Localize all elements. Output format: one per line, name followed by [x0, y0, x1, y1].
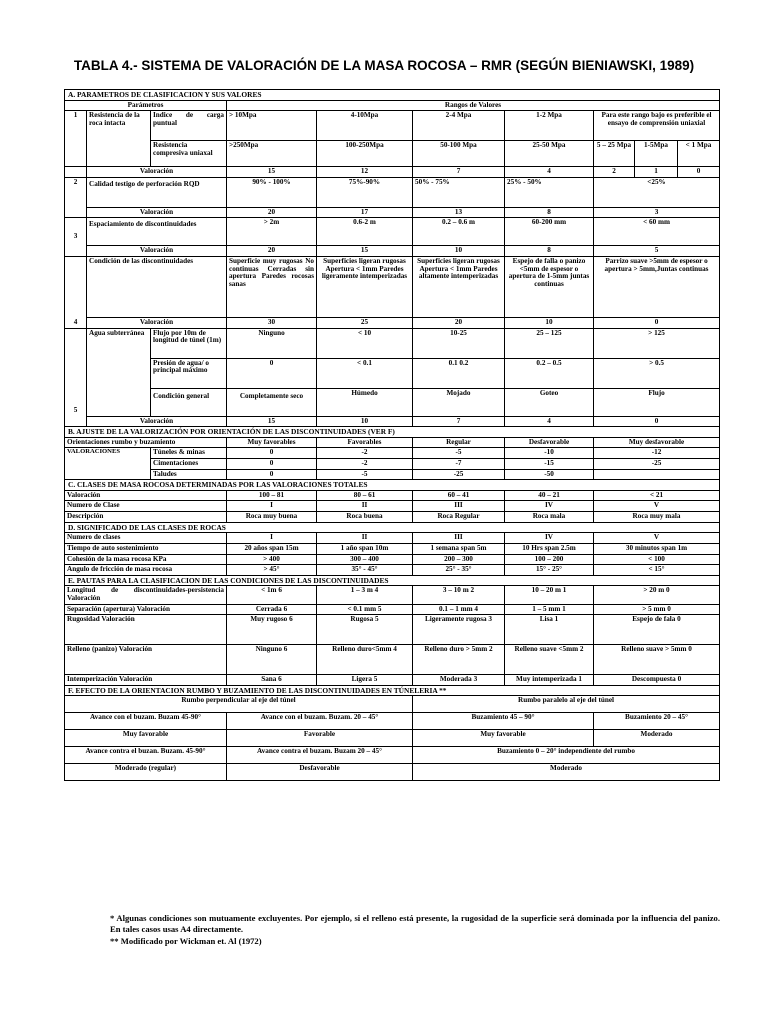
cell: 90% - 100%: [227, 177, 317, 207]
cell: 300 – 400: [317, 554, 413, 565]
cell: 60 – 41: [413, 490, 505, 501]
cell: 1-2 Mpa: [505, 111, 594, 141]
cell: Roca buena: [317, 512, 413, 523]
row-label: Orientaciones rumbo y buzamiento: [65, 437, 227, 448]
cell: 100-250Mpa: [317, 141, 413, 167]
cell: 0: [594, 318, 720, 329]
cell: 8: [505, 246, 594, 257]
valoracion-label: Valoración: [87, 167, 227, 178]
cell: 8: [505, 207, 594, 218]
section-b-header: B. AJUSTE DE LA VALORIZACIÓN POR ORIENTACIÓN DE LAS DISCONTINUIDADES (VER F): [65, 427, 720, 438]
cell: -12: [594, 448, 720, 459]
cell: Muy desfavorable: [594, 437, 720, 448]
param-sub: Condición general: [151, 388, 227, 416]
col-parametros: Parámetros: [65, 100, 227, 111]
cell: 7: [413, 167, 505, 178]
cell: 100 – 81: [227, 490, 317, 501]
cell: 1: [635, 167, 678, 178]
cell: 10: [413, 246, 505, 257]
valoracion-label: Valoración: [87, 318, 227, 329]
cell: 50% - 75%: [413, 177, 505, 207]
cell: 0: [594, 416, 720, 427]
footnotes: [110, 913, 720, 947]
cell: -7: [413, 459, 505, 470]
param-sub: Indice de carga puntual: [151, 111, 227, 141]
cell: -15: [505, 459, 594, 470]
cell: 1-5Mpa: [635, 141, 678, 167]
cell: 5: [594, 246, 720, 257]
cell: 4: [505, 167, 594, 178]
cell: < 60 mm: [594, 218, 720, 246]
cell: Favorables: [317, 437, 413, 448]
cell: 10: [505, 318, 594, 329]
cell: 7: [413, 416, 505, 427]
cell: Roca mala: [505, 512, 594, 523]
cell: > 0.5: [594, 358, 720, 388]
cell: -2: [317, 459, 413, 470]
row-label: Cohesión de la masa rocosa KPa: [65, 554, 227, 565]
cell: Superficies ligeran rugosas Apertura < 1mm Paredes ligeramente intemperizadas: [317, 257, 413, 318]
cell: V: [594, 533, 720, 544]
cell: 25° - 35°: [413, 565, 505, 576]
cell: 40 – 21: [505, 490, 594, 501]
cell: [594, 469, 720, 480]
cell: Lisa 1: [505, 615, 594, 645]
param-num: 3: [65, 218, 87, 257]
cell: Cerrada 6: [227, 604, 317, 615]
cell: Parrizo suave >5mm de espesor o apertura > 5mm,Juntas continuas: [594, 257, 720, 318]
cell: < 15°: [594, 565, 720, 576]
cell: Moderado: [413, 764, 720, 781]
valoracion-label: Valoración: [87, 416, 227, 427]
cell: 60-200 mm: [505, 218, 594, 246]
document-title: TABLA 4.- SISTEMA DE VALORACIÓN DE LA MASA ROCOSA – RMR (SEGÚN BIENIAWSKI, 1989): [73, 58, 695, 73]
cell: Muy favorable: [413, 730, 594, 747]
cell: 25% - 50%: [505, 177, 594, 207]
cell: -5: [317, 469, 413, 480]
cell: 25: [317, 318, 413, 329]
col-rangos: Rangos de Valores: [227, 100, 720, 111]
rmr-table: [64, 89, 720, 781]
cell: > 400: [227, 554, 317, 565]
cell: 10-25: [413, 328, 505, 358]
cell: 0.1 – 1 mm 4: [413, 604, 505, 615]
cell: 15: [227, 416, 317, 427]
param-name: Condición de las discontinuidades: [87, 257, 227, 318]
cell: 0.1 0.2: [413, 358, 505, 388]
cell: 0: [227, 448, 317, 459]
cell: > 45°: [227, 565, 317, 576]
cell: -10: [505, 448, 594, 459]
cell: II: [317, 533, 413, 544]
cell: Regular: [413, 437, 505, 448]
f-parallel: Rumbo paralelo al eje del túnel: [413, 696, 720, 713]
cell: >250Mpa: [227, 141, 317, 167]
cell: -2: [317, 448, 413, 459]
cell: 30: [227, 318, 317, 329]
cell: Flujo: [594, 388, 720, 416]
row-label: Separación (apertura) Valoración: [65, 604, 227, 615]
cell: < 1 Mpa: [678, 141, 720, 167]
row-label: Descripción: [65, 512, 227, 523]
cell: 20 años span 15m: [227, 543, 317, 554]
cell: 35° - 45°: [317, 565, 413, 576]
cell: 0: [227, 358, 317, 388]
row-label: Relleno (panizo) Valoración: [65, 645, 227, 675]
cell: Buzamiento 0 – 20° independiente del rumbo: [413, 747, 720, 764]
cell: V: [594, 501, 720, 512]
cell: II: [317, 501, 413, 512]
cell: 0.2 – 0.6 m: [413, 218, 505, 246]
cell: 80 – 61: [317, 490, 413, 501]
cell: Buzamiento 20 – 45°: [594, 713, 720, 730]
cell: 75%-90%: [317, 177, 413, 207]
cell: 1 – 3 m 4: [317, 586, 413, 604]
cell: Mojado: [413, 388, 505, 416]
cell: -25: [594, 459, 720, 470]
param-sub: Flujo por 10m de longitud de túnel (1m): [151, 328, 227, 358]
cell: 12: [317, 167, 413, 178]
row-label: Tiempo de auto sostenimiento: [65, 543, 227, 554]
cell: I: [227, 533, 317, 544]
param-num: 1: [65, 111, 87, 167]
row-label: Intemperización Valoración: [65, 675, 227, 686]
cell: < 10: [317, 328, 413, 358]
cell: > 20 m 0: [594, 586, 720, 604]
cell: 20: [227, 246, 317, 257]
cell: III: [413, 533, 505, 544]
cell: Relleno duro<5mm 4: [317, 645, 413, 675]
cell: < 0.1: [317, 358, 413, 388]
cell: Moderado: [594, 730, 720, 747]
cell: 25-50 Mpa: [505, 141, 594, 167]
cell: Muy rugoso 6: [227, 615, 317, 645]
cell: Roca muy mala: [594, 512, 720, 523]
param-num: 5: [65, 328, 87, 427]
cell: Buzamiento 45 – 90°: [413, 713, 594, 730]
f-perpendicular: Rumbo perpendicular al eje del túnel: [65, 696, 413, 713]
cell: 2-4 Mpa: [413, 111, 505, 141]
cell: 10 – 20 m 1: [505, 586, 594, 604]
cell: < 21: [594, 490, 720, 501]
cell: > 10Mpa: [227, 111, 317, 141]
section-c-header: C. CLASES DE MASA ROCOSA DETERMINADAS POR LAS VALORACIONES TOTALES: [65, 480, 720, 491]
cell: Moderada 3: [413, 675, 505, 686]
cell: Completamente seco: [227, 388, 317, 416]
param-name: Espaciamiento de discontinuidades: [87, 218, 227, 246]
cell: 0.2 – 0.5: [505, 358, 594, 388]
row-label: Cimentaciones: [151, 459, 227, 470]
cell: 5 – 25 Mpa: [594, 141, 635, 167]
cell: < 100: [594, 554, 720, 565]
cell: Espejo de falla o panizo <5mm de espesor o apertura de 1-5mm juntas continuas: [505, 257, 594, 318]
cell: 1 año span 10m: [317, 543, 413, 554]
param-name: Agua subterránea: [87, 328, 151, 416]
row-label: Valoración: [65, 490, 227, 501]
cell: 0: [678, 167, 720, 178]
cell: 0: [227, 469, 317, 480]
cell: 100 – 200: [505, 554, 594, 565]
cell: Relleno suave <5mm 2: [505, 645, 594, 675]
row-label: Numero de clases: [65, 533, 227, 544]
cell: Para este rango bajo es preferible el ensayo de comprensión uniaxial: [594, 111, 720, 141]
cell: Sana 6: [227, 675, 317, 686]
group-label: VALORACIONES: [65, 448, 151, 480]
cell: Descompuesta 0: [594, 675, 720, 686]
cell: IV: [505, 501, 594, 512]
cell: 0.6-2 m: [317, 218, 413, 246]
cell: Espejo de fala 0: [594, 615, 720, 645]
row-label: Angulo de fricción de masa rocosa: [65, 565, 227, 576]
row-label: Rugosidad Valoración: [65, 615, 227, 645]
cell: Roca muy buena: [227, 512, 317, 523]
footnote: * Algunas condiciones son mutuamente excluyentes. Por ejemplo, si el relleno está presente, la rugosidad de la superficie será dominada por la influencia del panizo. En tales casos usas A4 directamente.: [110, 913, 720, 935]
cell: Roca Regular: [413, 512, 505, 523]
cell: IV: [505, 533, 594, 544]
cell: III: [413, 501, 505, 512]
cell: 1 – 5 mm 1: [505, 604, 594, 615]
cell: 0: [227, 459, 317, 470]
cell: Húmedo: [317, 388, 413, 416]
param-sub: Resistencia compresiva uniaxal: [151, 141, 227, 167]
cell: 10: [317, 416, 413, 427]
cell: 4: [505, 416, 594, 427]
row-label: Túneles & minas: [151, 448, 227, 459]
cell: -50: [505, 469, 594, 480]
cell: Avance con el buzam. Buzam 45-90°: [65, 713, 227, 730]
cell: Relleno suave > 5mm 0: [594, 645, 720, 675]
cell: 30 minutos span 1m: [594, 543, 720, 554]
cell: 1 semana span 5m: [413, 543, 505, 554]
cell: Superficie muy rugosas No continuas Cerradas sin apertura Paredes rocosas sanas: [227, 257, 317, 318]
cell: < 1m 6: [227, 586, 317, 604]
cell: 20: [227, 207, 317, 218]
cell: 20: [413, 318, 505, 329]
valoracion-label: Valoración: [87, 207, 227, 218]
cell: 17: [317, 207, 413, 218]
cell: < 0.1 mm 5: [317, 604, 413, 615]
cell: 15: [227, 167, 317, 178]
cell: Ninguno: [227, 328, 317, 358]
cell: 200 – 300: [413, 554, 505, 565]
cell: Muy favorables: [227, 437, 317, 448]
cell: 15° - 25°: [505, 565, 594, 576]
param-sub: Presión de agua/ o principal máximo: [151, 358, 227, 388]
cell: > 125: [594, 328, 720, 358]
cell: Muy favorable: [65, 730, 227, 747]
cell: 50-100 Mpa: [413, 141, 505, 167]
cell: Avance contra el buzam. Buzam 20 – 45°: [227, 747, 413, 764]
param-name: Resistencia de la roca intacta: [87, 111, 151, 167]
row-label: Taludes: [151, 469, 227, 480]
cell: Desfavorable: [505, 437, 594, 448]
param-num: 2: [65, 177, 87, 218]
cell: Desfavorable: [227, 764, 413, 781]
cell: 4-10Mpa: [317, 111, 413, 141]
cell: Avance contra el buzan. Buzam. 45-90°: [65, 747, 227, 764]
cell: <25%: [594, 177, 720, 207]
param-num: 4: [65, 257, 87, 329]
cell: 2: [594, 167, 635, 178]
cell: Goteo: [505, 388, 594, 416]
row-label: Numero de Clase: [65, 501, 227, 512]
cell: Avance con el buzam. Buzam. 20 – 45°: [227, 713, 413, 730]
section-a-header: A. PARAMETROS DE CLASIFICACION Y SUS VALORES: [65, 90, 720, 101]
cell: > 5 mm 0: [594, 604, 720, 615]
cell: Ligera 5: [317, 675, 413, 686]
cell: Muy intemperizada 1: [505, 675, 594, 686]
footnote: ** Modificado por Wickman et. Al (1972): [110, 935, 262, 946]
cell: Favorable: [227, 730, 413, 747]
cell: I: [227, 501, 317, 512]
section-e-header: E. PAUTAS PARA LA CLASIFICACION DE LAS CONDICIONES DE LAS DISCONTINUIDADES: [65, 575, 720, 586]
cell: > 2m: [227, 218, 317, 246]
param-name: Calidad testigo de perforación RQD: [87, 177, 227, 207]
cell: 15: [317, 246, 413, 257]
cell: 3 – 10 m 2: [413, 586, 505, 604]
cell: 25 – 125: [505, 328, 594, 358]
valoracion-label: Valoración: [87, 246, 227, 257]
cell: -25: [413, 469, 505, 480]
cell: -5: [413, 448, 505, 459]
cell: 10 Hrs span 2.5m: [505, 543, 594, 554]
cell: 3: [594, 207, 720, 218]
cell: Moderado (regular): [65, 764, 227, 781]
row-label: Longitud de discontinuidades-persistencia Valoración: [65, 586, 227, 604]
cell: Ninguno 6: [227, 645, 317, 675]
section-d-header: D. SIGNIFICADO DE LAS CLASES DE ROCAS: [65, 522, 720, 533]
cell: 13: [413, 207, 505, 218]
section-f-header: F. EFECTO DE LA ORIENTACION RUMBO Y BUZAMIENTO DE LAS DISCONTINUIDADES EN TÚNELERIA **: [65, 685, 720, 696]
cell: Relleno duro > 5mm 2: [413, 645, 505, 675]
cell: Superficies ligeran rugosas Apertura < 1mm Paredes altamente intemperizadas: [413, 257, 505, 318]
cell: Ligeramente rugosa 3: [413, 615, 505, 645]
cell: Rugosa 5: [317, 615, 413, 645]
